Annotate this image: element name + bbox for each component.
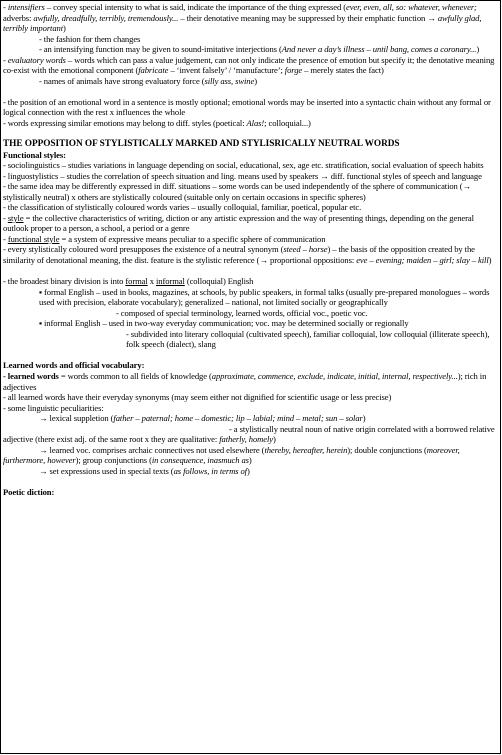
example: awfully glad, terribly important xyxy=(3,12,482,34)
text: = the collective characteristics of writing, diction or any artistic expression and the way of presenting things, depending on the general outlook proper to a person, a school, a period or a genre xyxy=(3,212,474,234)
paragraph-learned-words-definition xyxy=(3,371,498,392)
text: - xyxy=(3,2,8,12)
text: - xyxy=(3,212,8,223)
text: x xyxy=(147,276,156,287)
example: approximate, commence, exclude, indicate, initial, internal, respectively... xyxy=(211,370,458,381)
text: - every stylistically coloured word presupposes the existence of a neutral synonym ( xyxy=(3,244,284,255)
text: ) xyxy=(273,434,276,445)
paragraph-same-idea: - the same idea may be differently expressed in diff. situations – some words can be used independently of the sphere of communication (→ stylistically neutral) x others are stylistically coloured (suitable only on certain occasions in specific spheres) xyxy=(3,181,472,202)
paragraph-informal-subdivision: - subdivided into literary colloquial (cultivated speech), familiar colloquial, low colloquial (illiterate speech), folk speech (dialect), slang xyxy=(126,328,490,350)
example: steed – horse xyxy=(283,244,328,255)
text: ; colloquial...) xyxy=(264,117,311,128)
paragraph-linguostylistics: - linguostylistics – studies the correlation of speech situation and ling. means used by speakers → diff. functional styles of speech and language xyxy=(3,170,482,181)
text: ); double conjunctions ( xyxy=(347,444,427,455)
text: ) xyxy=(488,255,492,266)
paragraph-intensifiers xyxy=(3,2,498,34)
text: ) – the basis of the opposition created by the similarity of denotational meaning, the dist. feature is the stylistic reference (→ proportional oppositions: xyxy=(3,244,475,266)
term-evaluatory-words: evaluatory words xyxy=(7,54,66,65)
example: fabricate xyxy=(138,65,169,76)
example: awfully, dreadfully, terribly, tremendously... xyxy=(33,12,179,23)
example: as follows, in terms of xyxy=(173,465,247,476)
paragraph-peculiarities: - some linguistic peculiarities: xyxy=(3,402,104,413)
example: moreover, furthermore, however xyxy=(3,444,460,466)
example: forge xyxy=(284,65,303,76)
text: – ‘invent falsely’ / ‘manufacture’; xyxy=(168,65,285,76)
text: ) xyxy=(63,23,66,34)
paragraph-fashion: - the fashion for them changes xyxy=(39,33,141,44)
term-intensifiers: intensifiers xyxy=(7,2,45,12)
text: - xyxy=(3,233,8,244)
bullet-formal-english: ▪ formal English – used in books, magazines, at schools, by public speakers, in formal talks (usually pre-prepared monologues – words used with precision, elaborate vocabulary); generalized – national, not limited socially or geographically xyxy=(39,286,490,308)
paragraph-formal-composition: - composed of special terminology, learned words, official voc., poetic voc. xyxy=(116,307,368,318)
example: And never a day’s illness – until bang, comes a coronary... xyxy=(281,44,477,55)
subheading-learned-words: Learned words and official vocabulary: xyxy=(3,360,145,371)
example: father – paternal; home – domestic; lip – labial; mind – metal; sun – solar xyxy=(113,413,363,424)
paragraph-emotional-word-position: - the position of an emotional word in a sentence is mostly optional; emotional words may be inserted into a syntactic chain without any formal or logical connection with the rest x influences the whole xyxy=(3,96,491,118)
text: - words expressing similar emotions may belong to diff. styles (poetical: xyxy=(3,117,247,128)
example: thereby, hereafter, herein xyxy=(264,444,348,455)
paragraph-similar-emotions xyxy=(3,118,498,129)
text: – their denotative meaning may be suppressed by their emphatic function → xyxy=(178,12,438,23)
example: Alas! xyxy=(246,117,265,128)
paragraph-archaic-connectives xyxy=(3,445,498,466)
paragraph-neutral-synonym xyxy=(3,244,498,265)
paragraph-set-expressions xyxy=(3,466,498,477)
text: → learned voc. comprises archaic connectives not used elsewhere ( xyxy=(39,444,265,455)
paragraph-animal-names xyxy=(3,76,498,87)
text: = words common to all fields of knowledge ( xyxy=(58,370,212,381)
text: - xyxy=(3,54,8,65)
paragraph-native-noun xyxy=(3,424,498,445)
bullet-informal-english: ▪ informal English – used in two-way everyday communication; voc. may be determined socially or regionally xyxy=(39,318,409,329)
paragraph-sociolinguistics: - sociolinguistics – studies variations in language depending on social, educational, sex, age etc. stratification, social evaluation of speech habits xyxy=(3,160,484,171)
text: (colloquial) English xyxy=(184,276,254,287)
text: = a system of expressive means peculiar to a specific sphere of communication xyxy=(59,233,326,244)
text: – words which can pass a value judgement, can not only indicate the presence of emotion but specify it; the denotative meaning co-exist with the emotional component ( xyxy=(3,54,495,76)
section-heading: THE OPPOSITION OF STYLISTICALLY MARKED AND STYLISRICALLY NEUTRAL WORDS xyxy=(3,139,400,150)
text: ); rich in adjectives xyxy=(3,370,487,392)
text: ) xyxy=(248,455,252,466)
text: – convey special intensity to what is said, indicate the importance of the thing expressed ( xyxy=(44,2,346,12)
text: ) xyxy=(246,465,250,476)
text: ) xyxy=(254,75,257,86)
text: ) xyxy=(362,413,366,424)
paragraph-functional-style-definition xyxy=(3,234,498,245)
term-learned-words: - learned words xyxy=(3,370,59,381)
text: ) xyxy=(476,44,480,55)
term-informal: informal xyxy=(155,276,185,287)
paragraph-everyday-synonyms: - all learned words have their everyday synonyms (may seem either not dignified for scientific usage or less precise) xyxy=(3,392,392,403)
example: silly ass, swine xyxy=(204,75,255,86)
spacer xyxy=(3,350,498,361)
text: → set expressions used in special texts ( xyxy=(39,465,174,476)
text: → lexical suppletion ( xyxy=(39,413,114,424)
example: ever, even, all, so: whatever, whenever; xyxy=(346,2,477,12)
subheading-poetic-diction: Poetic diction: xyxy=(3,486,55,497)
term-functional-style: functional style xyxy=(7,233,60,244)
term-style: style xyxy=(7,212,24,223)
document-body xyxy=(3,2,498,497)
text: - names of animals have strong evaluatory force ( xyxy=(39,75,205,86)
paragraph-classification: - the classification of stylistically coloured words varies – usually colloquial, familiar, poetical, popular etc. xyxy=(3,202,362,213)
paragraph-evaluatory-words xyxy=(3,55,498,76)
example: fatherly, homely xyxy=(219,434,273,445)
text: - an intensifying function may be given to sound-imitative interjections ( xyxy=(39,44,282,55)
text: – merely states the fact) xyxy=(302,65,384,76)
text: ); group conjunctions ( xyxy=(75,455,152,466)
paragraph-style-definition xyxy=(3,213,498,234)
term-formal: formal xyxy=(125,276,148,287)
subheading-functional-styles: Functional styles: xyxy=(3,149,66,160)
spacer xyxy=(3,476,498,487)
spacer xyxy=(3,129,498,140)
example: in consequence, inasmuch as xyxy=(151,455,249,466)
text: - the broadest binary division is into xyxy=(3,276,126,287)
text: - a stylistically neutral noun of native origin correlated with a borrowed relative adjective (there exist adj. of the same root x they are qualitative: xyxy=(3,423,495,445)
text: adverbs: xyxy=(3,12,34,23)
paragraph-lexical-suppletion xyxy=(3,413,498,424)
paragraph-sound-imitative xyxy=(3,44,498,55)
example: eve – evening; maiden – girl; slay – kill xyxy=(356,255,489,266)
paragraph-binary-division xyxy=(3,276,498,287)
spacer xyxy=(3,86,498,97)
spacer xyxy=(3,266,498,277)
